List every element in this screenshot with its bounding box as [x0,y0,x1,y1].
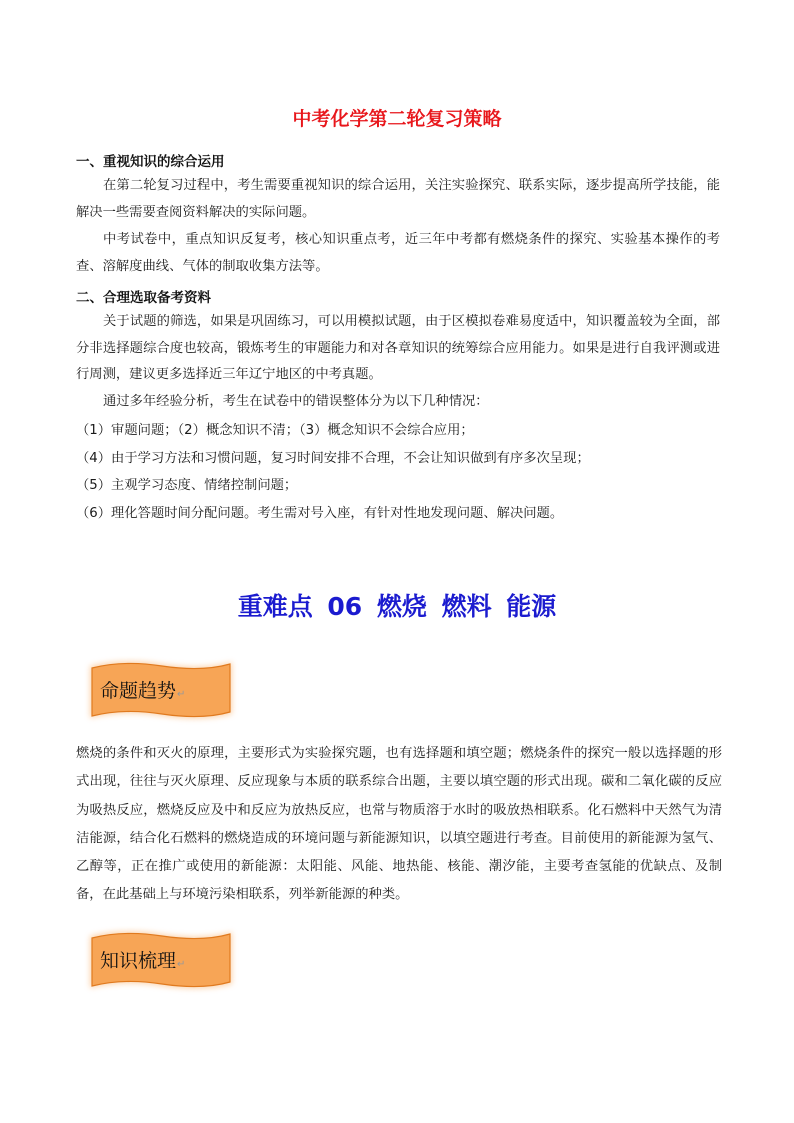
return-mark-icon: ↵ [177,689,186,700]
banner-label: 知识梳理↵ [100,950,186,972]
list-item: （5）主观学习态度、情绪控制问题； [76,478,298,493]
return-mark-icon: ↵ [177,959,186,970]
topic-title: 重难点 06 燃烧 燃料 能源 [237,592,557,621]
section2-heading: 二、合理选取备考资料 [76,290,211,306]
section1-paragraph2: 中考试卷中，重点知识反复考，核心知识重点考，近三年中考都有燃烧条件的探究、实验基本操作的考查、溶解度曲线、气体的制取收集方法等。 [76,232,720,274]
section2-paragraph2: 通过多年经验分析，考生在试卷中的错误整体分为以下几种情况： [103,394,489,409]
trend-paragraph: 燃烧的条件和灭火的原理，主要形式为实验探究题，也有选择题和填空题；燃烧条件的探究一般以选择题的形式出现，往往与灭火原理、反应现象与本质的联系综合出题，主要以填空题的形式出现。碳和二氧化碳的反应为吸热反应，燃烧反应及中和反应为放热反应，也常与物质溶于水时的吸放热相联系。化石燃料中天然气为清洁能源，结合化石燃料的燃烧造成的环境问题与新能源知识，以填空题进行考查。目前使用的新能源为氢气、乙醇等，正在推广或使用的新能源：太阳能、风能、地热能、核能、潮汐能，主要考查氢能的优缺点、及制备，在此基础上与环境污染相联系，列举新能源的种类。 [76,746,722,903]
section2-paragraph1: 关于试题的筛选，如果是巩固练习，可以用模拟试题，由于区模拟卷难易度适中，知识覆盖较为全面，部分非选择题综合度也较高，锻炼考生的审题能力和对各章知识的统筹综合应用能力。如果是进行自我评测或进行周测，建议更多选择近三年辽宁地区的中考真题。 [76,314,720,382]
trend-banner [84,656,240,726]
section1-heading: 一、重视知识的综合运用 [76,154,225,170]
section1-paragraph1: 在第二轮复习过程中，考生需要重视知识的综合运用，关注实验探究、联系实际，逐步提高所学技能，能解决一些需要查阅资料解决的实际问题。 [76,178,720,220]
banner-label: 命题趋势↵ [100,680,186,702]
list-item: （1）审题问题；（2）概念知识不清；（3）概念知识不会综合应用； [76,423,474,438]
list-item: （6）理化答题时间分配问题。考生需对号入座，有针对性地发现问题、解决问题。 [76,505,564,521]
knowledge-banner [84,926,240,996]
doc-title: 中考化学第二轮复习策略 [292,108,502,130]
list-item: （4）由于学习方法和习惯问题，复习时间安排不合理，不会让知识做到有序多次呈现； [76,450,590,466]
error-types-list [76,417,726,527]
